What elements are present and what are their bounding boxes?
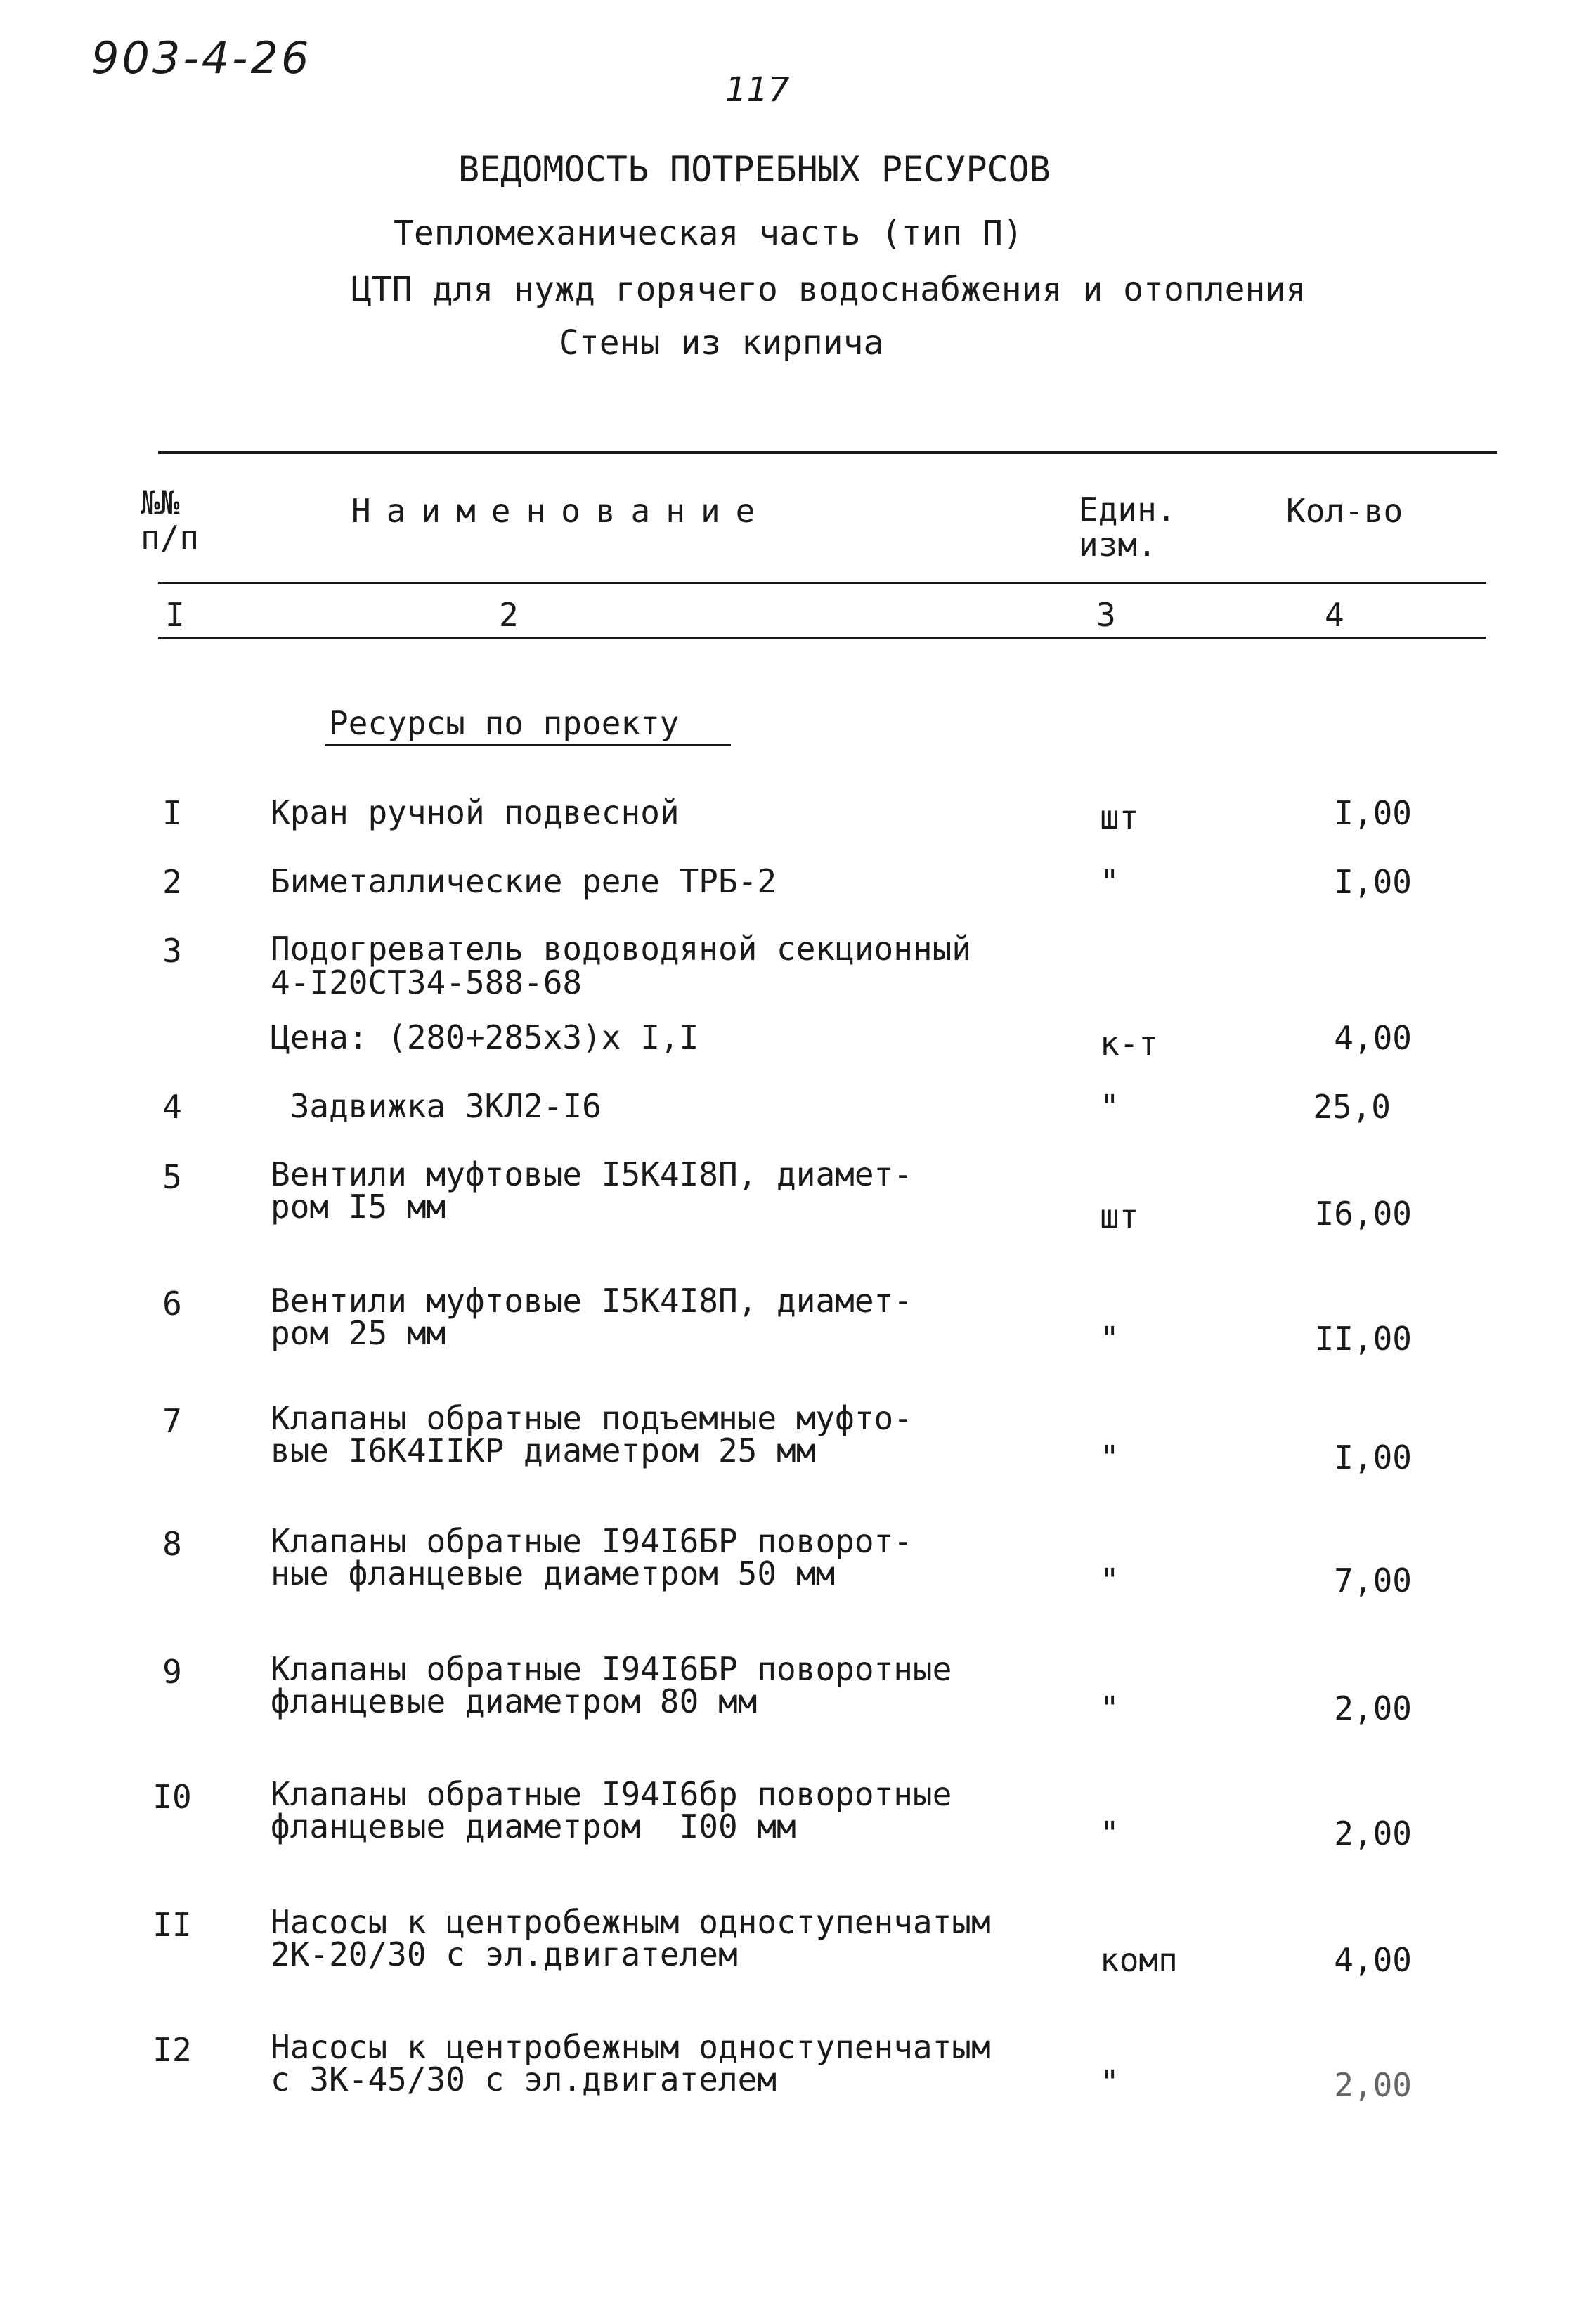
- subtitle-object: ЦТП для нужд горячего водоснабжения и отопления: [351, 270, 1306, 309]
- row-name: Насосы к центробежным одноступенчатым с 3К-45/30 с эл.двигателем: [271, 2028, 991, 2098]
- section-title: Ресурсы по проекту: [329, 704, 680, 742]
- row-name: Биметаллические реле ТРБ-2: [271, 862, 777, 900]
- row-number: I0: [152, 1778, 192, 1816]
- row-unit: ": [1100, 1320, 1120, 1358]
- subtitle-section: Тепломеханическая часть (тип П): [394, 214, 1023, 253]
- row-name: Клапаны обратные подъемные муфто- вые I6К4IIКР диаметром 25 мм: [271, 1399, 913, 1469]
- row-quantity: 2,00: [1334, 1815, 1412, 1852]
- table-top-rule: [158, 451, 1497, 454]
- row-unit: ": [1100, 1815, 1120, 1852]
- row-number: 5: [162, 1158, 182, 1196]
- row-number: 9: [162, 1653, 182, 1691]
- row-name: Клапаны обратные I94I6БР поворот- ные фланцевые диаметром 50 мм: [271, 1522, 913, 1592]
- row-number: 7: [162, 1402, 182, 1440]
- subtitle-walls: Стены из кирпича: [559, 323, 884, 363]
- row-name: Клапаны обратные I94I6бр поворотные фланцевые диаметром I00 мм: [271, 1775, 952, 1845]
- row-name: Цена: (280+285х3)х I,I: [271, 1018, 699, 1056]
- row-unit: шт: [1100, 798, 1139, 836]
- row-number: 8: [162, 1525, 182, 1563]
- row-quantity: I,00: [1334, 863, 1412, 901]
- header-unit: [1079, 492, 1176, 562]
- row-name: Насосы к центробежным одноступенчатым 2К-20/30 с эл.двигателем: [271, 1903, 991, 1973]
- row-unit: к-т: [1100, 1025, 1159, 1063]
- row-quantity: 2,00: [1334, 1689, 1412, 1727]
- column-number-1: I: [165, 596, 185, 634]
- row-quantity: I,00: [1334, 794, 1412, 832]
- header-number: [141, 485, 199, 555]
- row-quantity: 2,00: [1334, 2066, 1412, 2104]
- header-number-line2: п/п: [141, 519, 200, 557]
- row-quantity: 25,0: [1313, 1088, 1391, 1126]
- column-number-2: 2: [499, 596, 519, 634]
- row-name: Вентили муфтовые I5К4I8П, диамет- ром I5 мм: [271, 1155, 913, 1226]
- row-unit: ": [1100, 2063, 1120, 2101]
- page-number: 117: [725, 70, 790, 110]
- row-name: Подогреватель водоводяной секционный 4-I20СТ34-588-68: [271, 930, 971, 1001]
- header-quantity: Кол-во: [1286, 492, 1403, 530]
- row-quantity: I6,00: [1314, 1195, 1412, 1233]
- document-title: ВЕДОМОСТЬ ПОТРЕБНЫХ РЕСУРСОВ: [458, 149, 1051, 190]
- row-number: 4: [162, 1088, 182, 1126]
- row-unit: ": [1100, 863, 1120, 901]
- header-number-line1: №№: [141, 483, 180, 521]
- row-unit: комп: [1100, 1941, 1178, 1979]
- row-quantity: II,00: [1314, 1320, 1412, 1358]
- row-number: I2: [152, 2031, 192, 2069]
- row-unit: ": [1100, 1562, 1120, 1599]
- row-name: Вентили муфтовые I5К4I8П, диамет- ром 25 мм: [271, 1282, 913, 1352]
- column-number-4: 4: [1325, 596, 1344, 634]
- section-title-underline: [325, 744, 731, 746]
- column-number-3: 3: [1096, 596, 1116, 634]
- row-number: I: [162, 794, 182, 832]
- row-unit: ": [1100, 1689, 1120, 1727]
- header-rule: [158, 582, 1486, 584]
- row-quantity: 4,00: [1334, 1941, 1412, 1979]
- document-code: 903-4-26: [91, 32, 312, 84]
- header-unit-line2: изм.: [1079, 526, 1157, 564]
- row-number: 6: [162, 1285, 182, 1323]
- row-name: Клапаны обратные I94I6БР поворотные фланцевые диаметром 80 мм: [271, 1650, 952, 1720]
- row-number: 3: [162, 932, 182, 970]
- row-number: II: [152, 1906, 192, 1944]
- row-number: 2: [162, 863, 182, 901]
- row-quantity: 4,00: [1334, 1019, 1412, 1057]
- row-unit: ": [1100, 1088, 1120, 1126]
- row-quantity: I,00: [1334, 1439, 1412, 1476]
- column-number-rule: [158, 637, 1486, 639]
- row-unit: ": [1100, 1439, 1120, 1476]
- row-unit: шт: [1100, 1197, 1139, 1235]
- row-name: Кран ручной подвесной: [271, 793, 680, 831]
- row-name: Задвижка ЗКЛ2-I6: [271, 1087, 602, 1125]
- header-unit-line1: Един.: [1079, 491, 1176, 528]
- row-quantity: 7,00: [1334, 1562, 1412, 1599]
- header-name: Наименование: [351, 492, 771, 530]
